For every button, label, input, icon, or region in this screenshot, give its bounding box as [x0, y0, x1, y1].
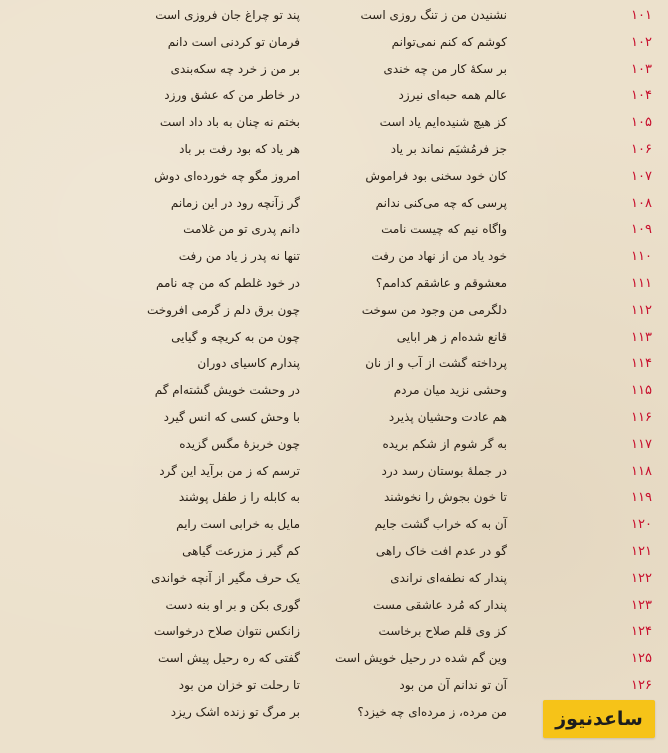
verse-row	[0, 431, 668, 458]
verse-row	[0, 270, 668, 297]
verse-first-hemistich: گوری بکن و بر او بنه دست	[165, 597, 300, 612]
verse-second-hemistich: پرسی که چه می‌کنی ندانم	[375, 195, 507, 210]
verse-first-hemistich: گفتی که ره رحیل پیش است	[157, 651, 300, 666]
verse-number: ۱۱۷	[631, 436, 652, 452]
verse-row	[0, 190, 668, 217]
verse-first-hemistich: با وحش کسی که انس گیرد	[163, 410, 300, 424]
verse-first-hemistich: در خاطر من که عشق ورزد	[164, 88, 300, 103]
verse-number: ۱۲۲	[631, 570, 652, 586]
verse-first-hemistich: مایل به خرابی است رایم	[176, 517, 300, 532]
verse-number: ۱۱۸	[631, 463, 652, 479]
verse-row	[0, 404, 668, 431]
verse-row	[0, 645, 668, 672]
verse-number: ۱۲۳	[631, 597, 652, 613]
verse-first-hemistich: در خود غلطم که من چه نامم	[155, 276, 300, 290]
verse-second-hemistich: بر سکهٔ کار من چه خندی	[383, 61, 507, 76]
verse-second-hemistich: جز فرمُشیَم نماند بر یاد	[390, 142, 507, 156]
verse-second-hemistich: من مرده، ز مرده‌ای چه خیزد؟	[357, 704, 507, 719]
verse-row	[0, 565, 668, 592]
verse-first-hemistich: دانم پدری تو من غلامت	[183, 222, 300, 237]
verse-row	[0, 538, 668, 565]
verse-second-hemistich: نشنیدن من ز تنگ روزی است	[360, 8, 507, 22]
verse-number: ۱۲۶	[631, 678, 652, 693]
verse-second-hemistich: پرداخته گشت از آب و از نان	[365, 356, 507, 371]
verse-first-hemistich: تنها نه پدر ز یاد من رفت	[178, 249, 300, 264]
verse-row	[0, 672, 668, 699]
verse-second-hemistich: گو در عدم افت خاک راهی	[375, 544, 507, 558]
verse-number: ۱۱۴	[631, 356, 652, 372]
verse-second-hemistich: کز هیچ شنیده‌ایم یاد است	[379, 115, 507, 130]
verse-first-hemistich: چون برق دلم ز گرمی افروخت	[146, 302, 300, 317]
verse-first-hemistich: پندارم کاسیای دوران	[197, 356, 300, 371]
verse-number: ۱۰۵	[631, 115, 652, 131]
verse-number: ۱۱۱	[631, 276, 652, 291]
verse-number: ۱۱۵	[631, 383, 652, 399]
verse-number: ۱۰۷	[631, 168, 652, 184]
verse-second-hemistich: تا خون بجوش را نخوشند	[383, 490, 507, 505]
verse-second-hemistich: آن تو ندانم آن من بود	[399, 678, 507, 692]
verse-row	[0, 163, 668, 190]
verse-first-hemistich: چون خربزهٔ مگس گزیده	[179, 436, 300, 451]
verse-first-hemistich: امروز مگو چه خورده‌ای دوش	[154, 168, 300, 183]
verse-second-hemistich: وحشی نزید میان مردم	[393, 383, 507, 398]
verse-row	[0, 29, 668, 56]
verse-first-hemistich: ترسم که ز من برآید این گرد	[159, 463, 300, 478]
verse-number: ۱۱۲	[631, 302, 652, 318]
verse-second-hemistich: دلگرمی من وجود من سوخت	[361, 302, 507, 317]
verse-row	[0, 2, 668, 29]
verse-second-hemistich: هم عادت وحشیان پذیرد	[388, 410, 507, 424]
verse-second-hemistich: خود یاد من از نهاد من رفت	[371, 249, 507, 264]
verse-first-hemistich: چون من به کریچه و گیایی	[171, 329, 300, 344]
verse-first-hemistich: کم گیر ز مزرعت گیاهی	[182, 544, 300, 558]
verse-first-hemistich: زانکس نتوان صلاح درخواست	[153, 624, 300, 639]
verse-second-hemistich: به گر شوم از شکم بریده	[382, 436, 507, 451]
verse-number: ۱۰۸	[631, 195, 652, 211]
verse-second-hemistich: در جملهٔ بوستان رسد درد	[381, 463, 507, 478]
verse-row	[0, 618, 668, 645]
verse-second-hemistich: واگاه نیم که چیست نامت	[381, 222, 507, 237]
verse-first-hemistich: تا رحلت تو خزان من بود	[178, 678, 300, 692]
site-logo-text: ساعدنیوز	[555, 708, 643, 730]
verse-row	[0, 216, 668, 243]
verse-number: ۱۲۵	[631, 651, 652, 667]
verse-first-hemistich: گر زآنچه رود در این زمانم	[170, 195, 300, 210]
verse-number: ۱۱۹	[631, 490, 652, 506]
site-logo[interactable]	[543, 700, 655, 738]
verse-first-hemistich: بختم نه چنان به باد داد است	[159, 115, 300, 130]
verse-first-hemistich: فرمان تو کردنی است دانم	[167, 34, 300, 49]
verse-row	[0, 377, 668, 404]
verse-row	[0, 297, 668, 324]
verse-second-hemistich: آن به که خراب گشت جایم	[374, 517, 507, 532]
verse-number: ۱۰۴	[631, 88, 652, 104]
verse-row	[0, 458, 668, 485]
verse-second-hemistich: معشوقم و عاشقم کدامم؟	[375, 276, 507, 290]
verse-first-hemistich: به کابله را ز طفل پوشند	[178, 490, 300, 505]
verse-row	[0, 324, 668, 351]
verse-row	[0, 511, 668, 538]
verse-row	[0, 56, 668, 83]
verse-row	[0, 592, 668, 619]
verse-number: ۱۱۶	[631, 410, 652, 425]
verse-first-hemistich: در وحشت خویش گشته‌ام گم	[154, 383, 300, 398]
verse-second-hemistich: پندار که نطفه‌ای نراندی	[390, 570, 507, 585]
verse-first-hemistich: یک حرف مگیر از آنچه خواندی	[151, 570, 300, 585]
verse-number: ۱۲۴	[631, 624, 652, 640]
verse-number: ۱۰۱	[631, 8, 652, 23]
verse-number: ۱۰۹	[631, 222, 652, 238]
verse-number: ۱۰۶	[631, 142, 652, 157]
verse-second-hemistich: کوشم که کنم نمی‌توانم	[391, 34, 507, 49]
verse-row	[0, 484, 668, 511]
verse-number: ۱۱۰	[631, 249, 652, 265]
verse-row	[0, 350, 668, 377]
verse-number: ۱۲۰	[631, 517, 652, 533]
verse-number: ۱۱۳	[631, 329, 652, 345]
verse-row	[0, 243, 668, 270]
verse-number: ۱۰۳	[631, 61, 652, 77]
verse-row	[0, 136, 668, 163]
verse-second-hemistich: کان خود سخنی بود فراموش	[365, 168, 507, 183]
verse-row	[0, 109, 668, 136]
verse-first-hemistich: پند تو چراغ جان فروزی است	[155, 8, 300, 22]
verse-second-hemistich: عالم همه حبه‌ای نیرزد	[398, 88, 507, 103]
verse-second-hemistich: وین گم شده در رحیل خویش است	[335, 651, 507, 666]
verse-second-hemistich: قانع شده‌ام ز هر ابایی	[396, 329, 507, 344]
verse-first-hemistich: بر مرگ تو زنده اشک ریزد	[170, 704, 300, 719]
verse-number: ۱۲۱	[631, 544, 652, 559]
verse-number: ۱۰۲	[631, 34, 652, 50]
verse-first-hemistich: بر من ز خرد چه سکه‌بندی	[170, 61, 300, 76]
verse-first-hemistich: هر یاد که بود رفت بر باد	[179, 142, 300, 156]
verse-second-hemistich: پندار که مُرد عاشقی مست	[372, 597, 507, 612]
verse-row	[0, 82, 668, 109]
verse-second-hemistich: کز وی قلم صلاح برخاست	[378, 624, 507, 639]
